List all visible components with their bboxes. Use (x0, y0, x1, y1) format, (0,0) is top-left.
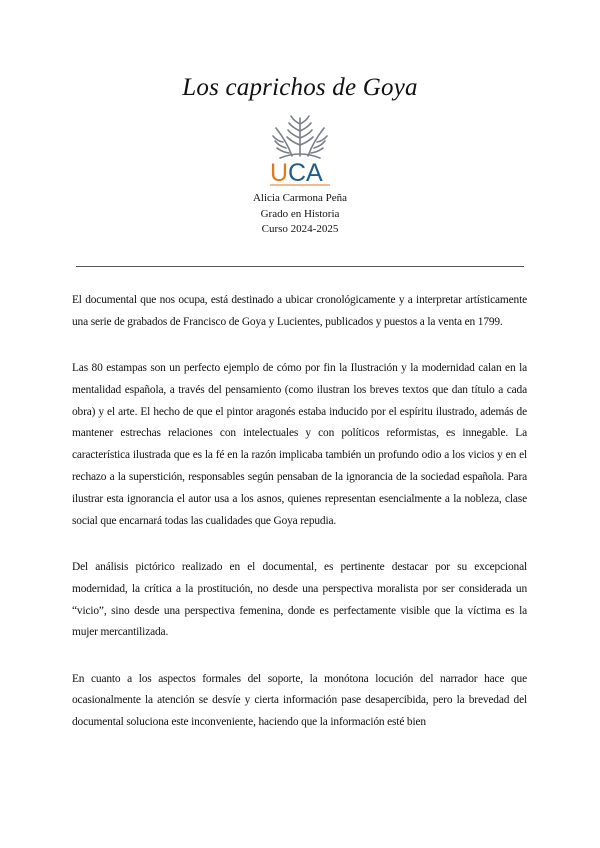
uca-logo (262, 110, 338, 190)
author-name: Alicia Carmona Peña (252, 192, 348, 204)
paragraph-3: Del análisis pictórico realizado en el documental, es pertinente destacar por su excepcional modernidad, la crítica a la prostitución, no desde una perspectiva moralista por ser considerada un “vicio”, sino desde una perspectiva femenina, donde es perfectamente visible que la víctima es la mujer mercantilizada. (72, 560, 527, 639)
uca-logo-letters-ca: CA (288, 159, 323, 187)
paragraph-2: Las 80 estampas son un perfecto ejemplo de cómo por fin la Ilustración y la modernidad calan en la mentalidad española, a través del pensamiento (como ilustran los breves textos que dan título a cada obra) y el arte. El hecho de que el pintor aragonés estaba inducido por el espíritu ilustrado, además de mantener estrechas relaciones con intelectuales y con políticos reformistas, es innegable. La característica ilustrada que es la fé en la razón implicaba también un profundo odio a los vicios y en el rechazo a la superstición, responsables según pensaban de la ignorancia de la sociedad española. Para ilustrar esta ignorancia el autor usa a los asnos, quienes representan esencialmente a la nobleza, clase social que encarnará todas las cualidades que Goya repudia. (72, 362, 527, 527)
paragraph-1: El documental que nos ocupa, está destinado a ubicar cronológicamente y a interpretar artísticamente una serie de grabados de Francisco de Goya y Lucientes, publicados y puestos a la venta en 1799. (72, 294, 527, 328)
paragraph-4: En cuanto a los aspectos formales del soporte, la monótona locución del narrador hace que ocasionalmente la atención se desvíe y cierta información pase desapercibida, pero la brevedad del documental soluciona este inconveniente, haciendo que la información esté bien (72, 672, 527, 729)
uca-emblem-icon (273, 116, 327, 158)
document-body (72, 290, 527, 759)
uca-logo-letter-u: U (270, 159, 289, 187)
degree-name: Grado en Historia (260, 207, 340, 220)
course-year: Curso 2024-2025 (261, 223, 339, 235)
document-title: Los caprichos de Goya (182, 74, 418, 101)
author-info (0, 191, 600, 238)
horizontal-divider (76, 266, 524, 267)
